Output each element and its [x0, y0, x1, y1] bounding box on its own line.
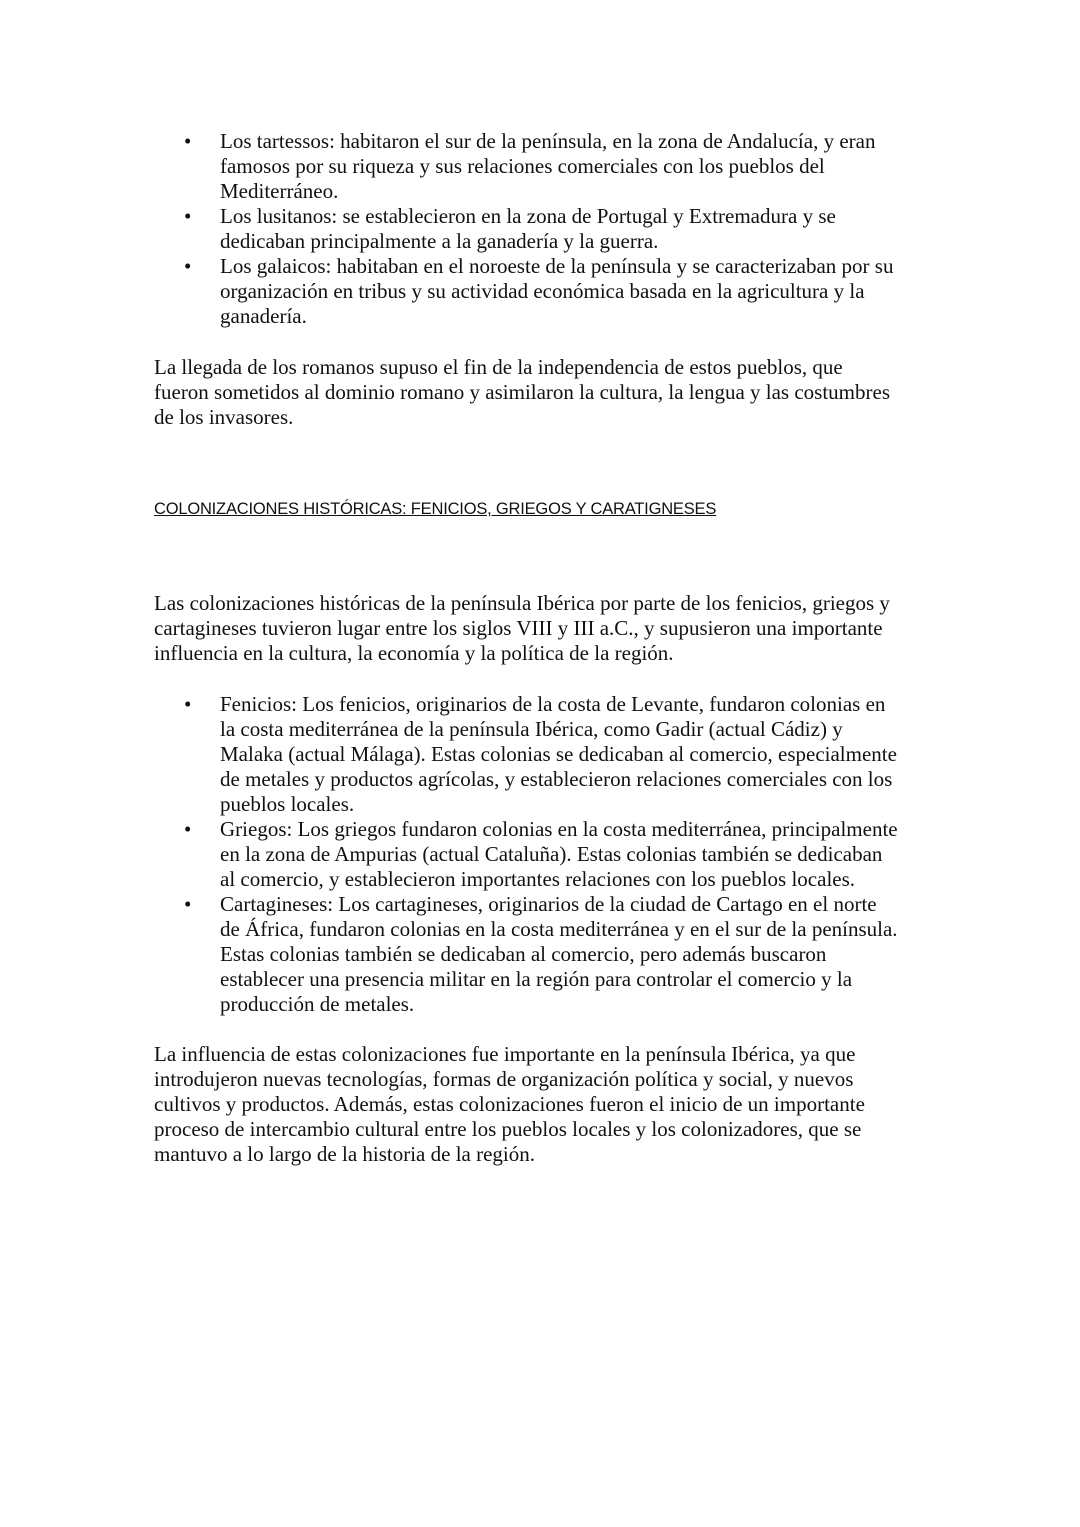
pueblos-list: [154, 129, 954, 329]
bullet-icon: •: [184, 204, 192, 228]
text-line: en la zona de Ampurias (actual Cataluña). Estas colonias también se dedicaban: [220, 842, 883, 866]
list-item: [154, 204, 954, 254]
intro-paragraph: [154, 591, 954, 666]
list-item: [154, 892, 954, 1017]
text-line: organización en tribus y su actividad económica basada en la agricultura y la: [220, 279, 865, 303]
text-line: famosos por su riqueza y sus relaciones comerciales con los pueblos del: [220, 154, 825, 178]
text-line: pueblos locales.: [220, 792, 355, 816]
text-line: cartagineses tuvieron lugar entre los siglos VIII y III a.C., y supusieron una importante: [154, 616, 883, 640]
text-line: establecer una presencia militar en la región para controlar el comercio y la: [220, 967, 853, 991]
bullet-icon: •: [184, 817, 192, 841]
bullet-icon: •: [184, 692, 192, 716]
text-line: de África, fundaron colonias en la costa mediterránea y en el sur de la península.: [220, 917, 898, 941]
text-line: La llegada de los romanos supuso el fin de la independencia de estos pueblos, que: [154, 355, 843, 379]
text-line: Griegos: Los griegos fundaron colonias en la costa mediterránea, principalmente: [220, 817, 898, 841]
text-line: Fenicios: Los fenicios, originarios de la costa de Levante, fundaron colonias en: [220, 692, 886, 716]
text-line: La influencia de estas colonizaciones fue importante en la península Ibérica, ya que: [154, 1042, 856, 1066]
text-line: proceso de intercambio cultural entre los pueblos locales y los colonizadores, que se: [154, 1117, 862, 1141]
text-line: Los galaicos: habitaban en el noroeste de la península y se caracterizaban por su: [220, 254, 894, 278]
text-line: producción de metales.: [220, 992, 415, 1016]
list-item: [154, 129, 954, 204]
text-line: mantuvo a lo largo de la historia de la región.: [154, 1142, 536, 1166]
text-line: al comercio, y establecieron importantes relaciones con los pueblos locales.: [220, 867, 856, 891]
list-item: [154, 254, 954, 329]
text-line: de los invasores.: [154, 405, 294, 429]
bullet-icon: •: [184, 129, 192, 153]
text-line: Los tartessos: habitaron el sur de la península, en la zona de Andalucía, y eran: [220, 129, 876, 153]
text-line: introdujeron nuevas tecnologías, formas de organización política y social, y nuevos: [154, 1067, 854, 1091]
text-line: fueron sometidos al dominio romano y asimilaron la cultura, la lengua y las costumbres: [154, 380, 890, 404]
text-line: la costa mediterránea de la península Ibérica, como Gadir (actual Cádiz) y: [220, 717, 843, 741]
text-line: cultivos y productos. Además, estas colonizaciones fueron el inicio de un importante: [154, 1092, 865, 1116]
colonizaciones-list: [154, 692, 954, 1017]
text-line: de metales y productos agrícolas, y establecieron relaciones comerciales con los: [220, 767, 893, 791]
text-line: Las colonizaciones históricas de la península Ibérica por parte de los fenicios, griegos y: [154, 591, 890, 615]
bullet-icon: •: [184, 254, 192, 278]
list-item: [154, 692, 954, 817]
bullet-icon: •: [184, 892, 192, 916]
text-line: Los lusitanos: se establecieron en la zona de Portugal y Extremadura y se: [220, 204, 836, 228]
influencia-paragraph: [154, 1042, 954, 1167]
section-heading: COLONIZACIONES HISTÓRICAS: FENICIOS, GRIEGOS Y CARATIGNESES: [154, 500, 717, 518]
text-line: dedicaban principalmente a la ganadería y la guerra.: [220, 229, 659, 253]
list-item: [154, 817, 954, 892]
text-line: Cartagineses: Los cartagineses, originarios de la ciudad de Cartago en el norte: [220, 892, 877, 916]
text-line: ganadería.: [220, 304, 307, 328]
text-line: Estas colonias también se dedicaban al comercio, pero además buscaron: [220, 942, 827, 966]
text-line: Mediterráneo.: [220, 179, 339, 203]
text-line: Malaka (actual Málaga). Estas colonias se dedicaban al comercio, especialmente: [220, 742, 897, 766]
romanos-paragraph: [154, 355, 954, 430]
text-line: influencia en la cultura, la economía y la política de la región.: [154, 641, 674, 665]
